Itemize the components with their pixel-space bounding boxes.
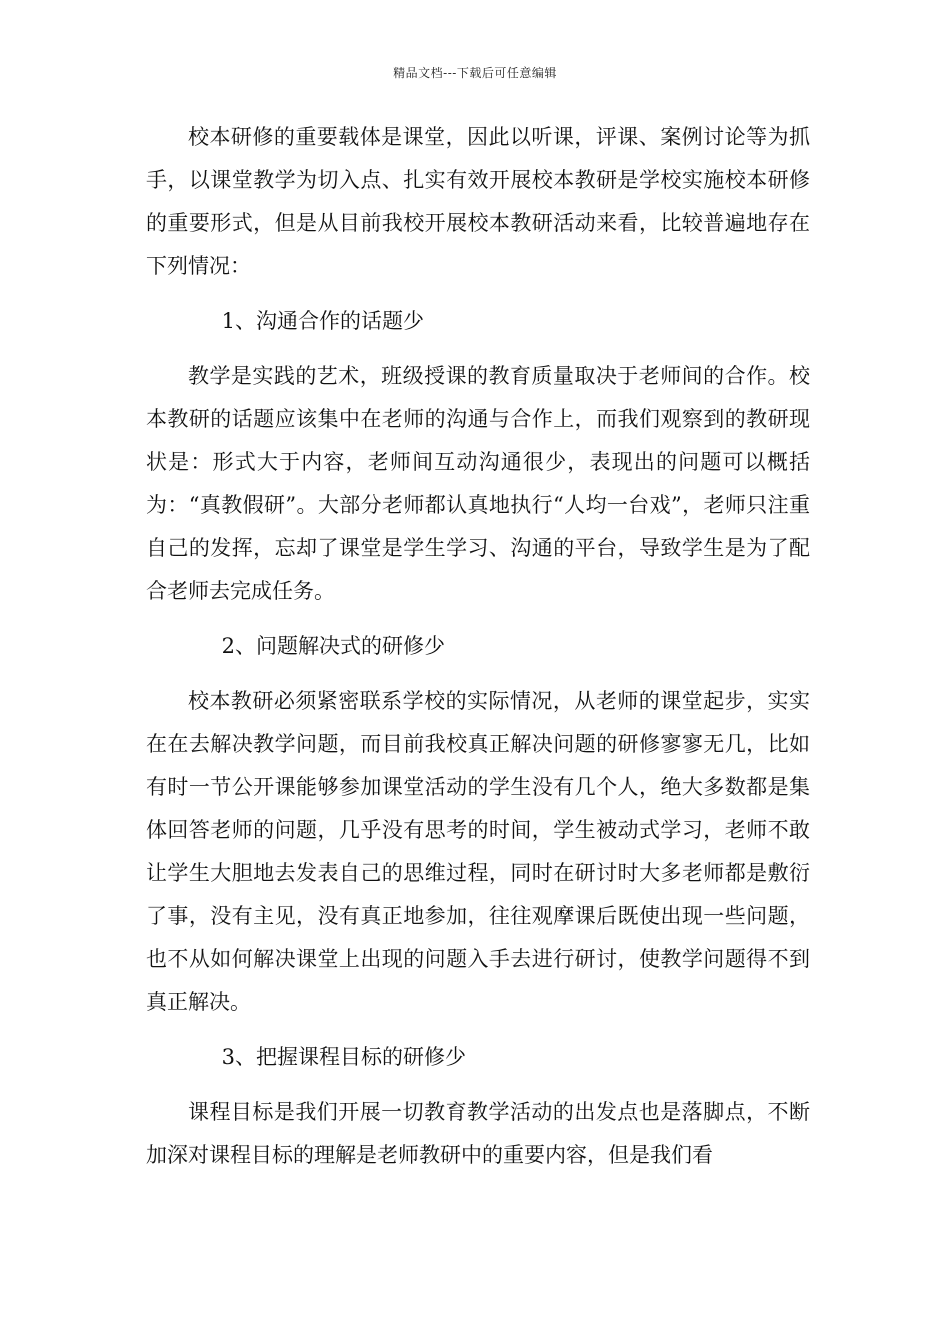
paragraph-intro: 校本研修的重要载体是课堂，因此以听课，评课、案例讨论等为抓手，以课堂教学为切入点、扎实有效开展校本教研是学校实施校本研修的重要形式，但是从目前我校开展校本教研活动来看，比较普遍地存在下列情况： (146, 125, 810, 278)
document-body (146, 116, 810, 1177)
page-header: 精品文档---下载后可任意编辑 (393, 66, 557, 80)
section-heading-1: 1、沟通合作的话题少 (221, 309, 424, 333)
paragraph-section-3: 课程目标是我们开展一切教育教学活动的出发点也是落脚点，不断加深对课程目标的理解是老师教研中的重要内容，但是我们看 (146, 1100, 810, 1167)
section-heading-2: 2、问题解决式的研修少 (221, 634, 445, 658)
section-heading-3: 3、把握课程目标的研修少 (221, 1045, 466, 1069)
paragraph-section-1: 教学是实践的艺术，班级授课的教育质量取决于老师间的合作。校本教研的话题应该集中在老师的沟通与合作上，而我们观察到的教研现状是：形式大于内容，老师间互动沟通很少，表现出的问题可以概括为：“真教假研”。大部分老师都认真地执行“人均一台戏”，老师只注重自己的发挥，忘却了课堂是学生学习、沟通的平台，导致学生是为了配合老师去完成任务。 (146, 364, 810, 603)
paragraph-section-2: 校本教研必须紧密联系学校的实际情况，从老师的课堂起步，实实在在去解决教学问题，而目前我校真正解决问题的研修寥寥无几，比如有时一节公开课能够参加课堂活动的学生没有几个人，绝大多数都是集体回答老师的问题，几乎没有思考的时间，学生被动式学习，老师不敢让学生大胆地去发表自己的思维过程，同时在研讨时大多老师都是敷衍了事，没有主见，没有真正地参加，往往观摩课后既使出现一些问题，也不从如何解决课堂上出现的问题入手去进行研讨，使教学问题得不到真正解决。 (146, 689, 810, 1014)
